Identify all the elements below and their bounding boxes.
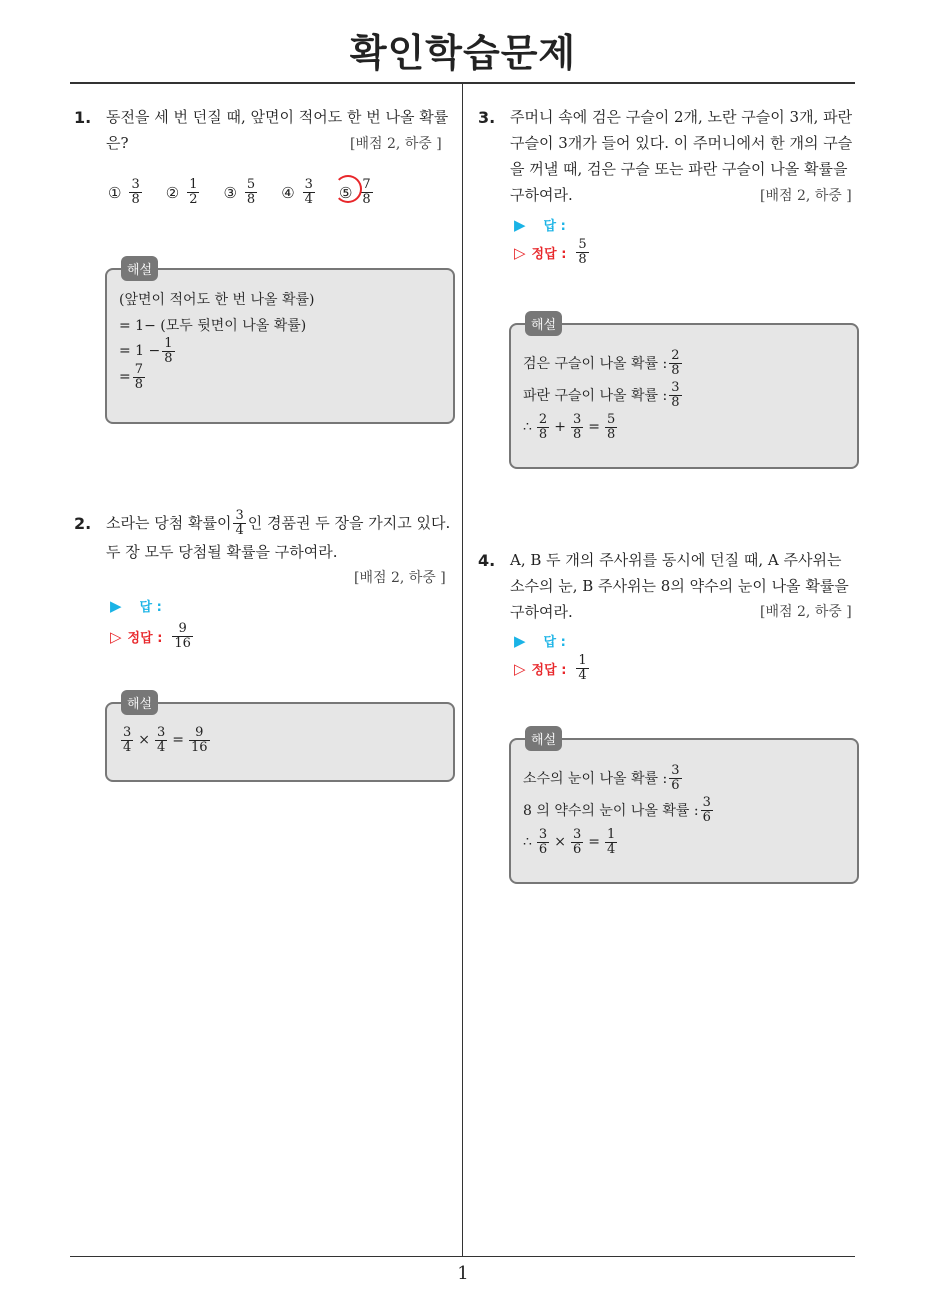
column-divider [462, 84, 463, 1257]
question-4-line-1: A, B 두 개의 주사위를 동시에 던질 때, A 주사위는 [510, 551, 842, 569]
solution-body [523, 762, 847, 858]
question-2-text [106, 507, 456, 565]
question-3-line-2: 구슬이 3개가 들어 있다. 이 주머니에서 한 개의 구슬 [510, 134, 853, 152]
solution-line: (앞면이 적어도 한 번 나올 확률) [119, 292, 315, 308]
question-4-score: [배점 2, 하중 ] [760, 604, 852, 620]
solid-triangle-icon: ▶ [514, 215, 526, 234]
answer-circle-icon [334, 175, 362, 203]
solution-line: ∴ $\frac{2}{8}$ + $\frac{3}{8}$ = $\frac{5}{8}$ [523, 411, 616, 442]
solution-body [119, 286, 443, 390]
question-3-line-3: 을 꺼낼 때, 검은 구슬 또는 파란 구슬이 나올 확률을 [510, 160, 848, 178]
choice-2-label: ② [165, 183, 180, 202]
solution-line: 파란 구슬이 나올 확률 : $\frac{3}{8}$ [523, 379, 680, 410]
question-1-solution-box [105, 263, 455, 424]
choice-3-label: ③ [223, 183, 237, 202]
choice-5-fraction: $\frac{7}{8}$ [362, 177, 371, 207]
correct-answer: $\frac{5}{8}$ [578, 237, 587, 267]
question-2-number: 2. [74, 514, 92, 533]
question-2-answer-row[interactable] [110, 596, 162, 615]
correct-label: 정답 : [531, 247, 567, 262]
question-1-line-2: 은? [106, 134, 129, 152]
question-4-solution-box [509, 733, 859, 884]
answer-label: 답 : [543, 635, 566, 650]
solution-line: = 1 − $\frac{1}{8}$ [119, 335, 173, 366]
solution-line: $\frac{3}{4}$ × $\frac{3}{4}$ = $\frac{9}{16}$ [123, 724, 208, 755]
solution-line: = $\frac{7}{8}$ [119, 361, 144, 392]
choice-4-label: ④ [281, 183, 295, 202]
question-2-line-1: 소라는 당첨 확률이 $\frac{3}{4}$ 인 경품권 두 장을 가지고 있다. [106, 507, 451, 538]
solution-body [119, 724, 443, 756]
choice-1-label: ① [108, 183, 122, 202]
question-3-score: [배점 2, 하중 ] [760, 188, 852, 204]
question-3-answer-row[interactable] [514, 215, 566, 234]
choice-4-fraction: $\frac{3}{4}$ [304, 177, 313, 207]
choice-2-fraction: $\frac{1}{2}$ [189, 177, 198, 207]
choice-5-label: ⑤ [338, 183, 353, 202]
solution-tag: 해설 [121, 690, 158, 715]
correct-answer: $\frac{1}{4}$ [578, 653, 587, 683]
question-2-solution-box [105, 697, 455, 782]
question-1-number: 1. [74, 108, 92, 127]
choice-3[interactable] [223, 178, 259, 207]
solid-triangle-icon: ▶ [514, 631, 526, 650]
question-1-score: [배점 2, 하중 ] [350, 136, 442, 152]
question-4-answer-row[interactable] [514, 631, 566, 650]
solution-line: 8 의 약수의 눈이 나올 확률 : $\frac{3}{6}$ [523, 794, 711, 825]
solution-tag: 해설 [121, 256, 158, 281]
choice-2[interactable] [166, 178, 202, 207]
open-triangle-icon: ▷ [110, 627, 122, 646]
solution-tag: 해설 [525, 311, 562, 336]
question-4-correct-row [514, 654, 591, 683]
question-4-line-2: 소수의 눈, B 주사위는 8의 약수의 눈이 나올 확률을 [510, 577, 849, 595]
correct-label: 정답 : [127, 631, 163, 646]
choice-1[interactable] [108, 178, 144, 207]
correct-answer: $\frac{9}{16}$ [174, 621, 191, 651]
solution-line: 검은 구슬이 나올 확률 : $\frac{2}{8}$ [523, 347, 680, 378]
bottom-rule [70, 1256, 855, 1257]
open-triangle-icon: ▷ [514, 243, 526, 262]
question-1-choices [108, 178, 397, 207]
question-3-line-4: 구하여라. [510, 186, 573, 204]
answer-label: 답 : [139, 600, 162, 615]
solid-triangle-icon: ▶ [110, 596, 122, 615]
question-3-correct-row [514, 238, 591, 267]
choice-1-fraction: $\frac{3}{8}$ [131, 177, 140, 207]
solution-line: 소수의 눈이 나올 확률 : $\frac{3}{6}$ [523, 762, 680, 793]
choice-3-fraction: $\frac{5}{8}$ [246, 177, 256, 207]
solution-tag: 해설 [525, 726, 562, 751]
solution-line: = 1− (모두 뒷면이 나올 확률) [119, 318, 307, 334]
page-number: 1 [457, 1263, 469, 1284]
open-triangle-icon: ▷ [514, 659, 526, 678]
question-2-score: [배점 2, 하중 ] [354, 570, 446, 586]
correct-label: 정답 : [531, 663, 567, 678]
choice-5[interactable] [339, 178, 375, 207]
solution-body [523, 347, 847, 443]
question-3-solution-box [509, 318, 859, 469]
choice-4[interactable] [281, 178, 317, 207]
page-title: 확인학습문제 [349, 31, 577, 75]
solution-line: ∴ $\frac{3}{6}$ × $\frac{3}{6}$ = $\frac{1}{4}$ [523, 826, 616, 857]
question-4-number: 4. [478, 551, 496, 570]
question-3-number: 3. [478, 108, 496, 127]
question-1-line-1: 동전을 세 번 던질 때, 앞면이 적어도 한 번 나올 확률 [106, 108, 449, 126]
question-3-line-1: 주머니 속에 검은 구슬이 2개, 노란 구슬이 3개, 파란 [510, 108, 853, 126]
question-2-correct-row [110, 622, 195, 651]
question-2-line-2: 두 장 모두 당첨될 확률을 구하여라. [106, 543, 338, 561]
answer-label: 답 : [543, 219, 566, 234]
question-4-line-3: 구하여라. [510, 603, 573, 621]
